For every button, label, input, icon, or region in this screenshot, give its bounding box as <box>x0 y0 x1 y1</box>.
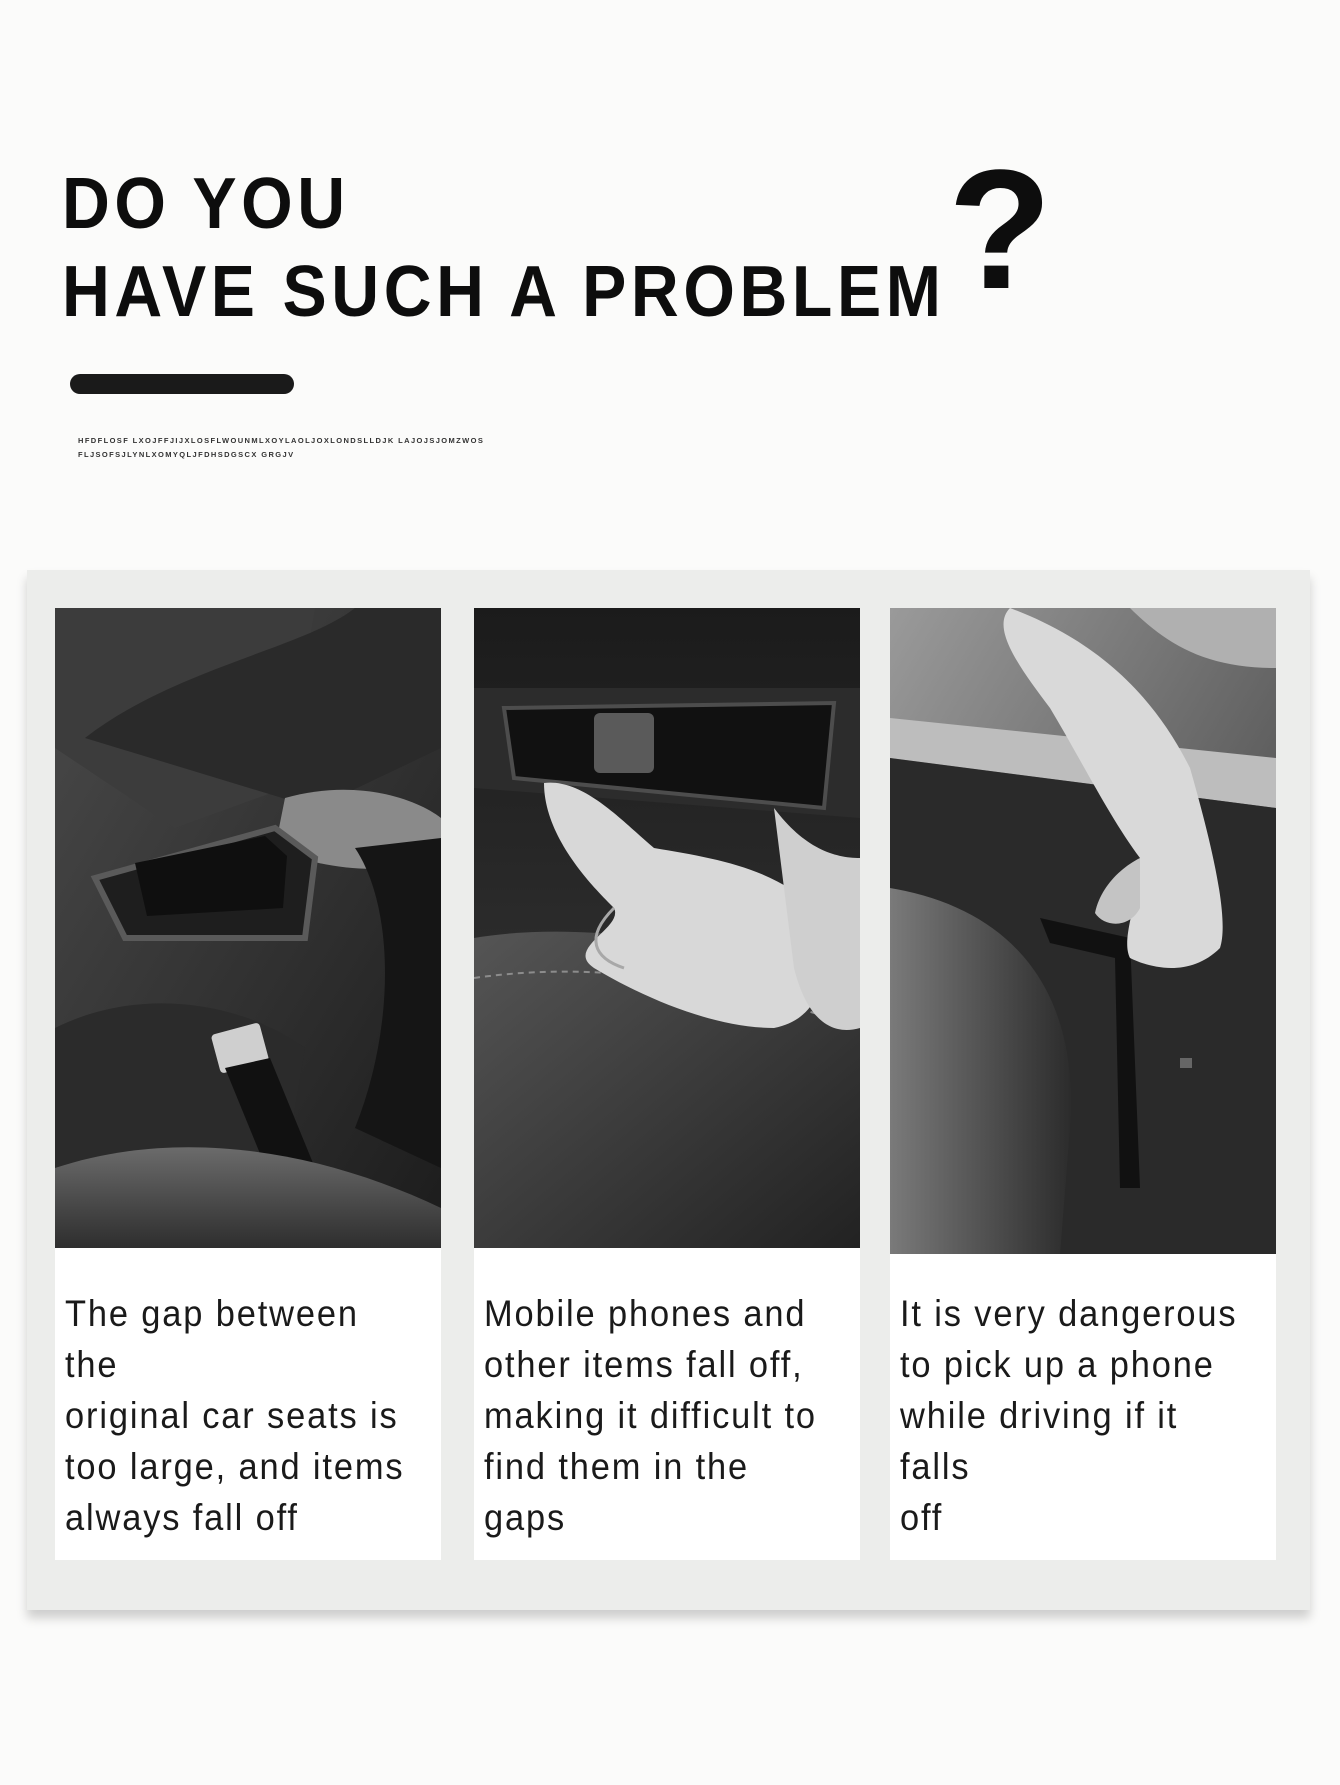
hand-in-gap-illustration <box>474 608 860 1248</box>
card-caption-3: It is very dangerous to pick up a phone while driving if it falls off <box>900 1293 1238 1538</box>
hand-picking-phone-from-gap-photo <box>890 608 1276 1254</box>
question-mark: ? <box>948 135 1052 325</box>
divider-bar <box>70 374 294 394</box>
hand-reaching-seat-gap-photo <box>474 608 860 1248</box>
headline-line-2: HAVE SUCH A PROBLEM <box>62 252 946 332</box>
fine-print-text: HFDFLOSF LXOJFFJIJXLOSFLWOUNMLXOYLAOLJOXLONDSLLDJK LAJOJSJOMZWOS FLJSOFSJLYNLXOMYQLJFDHSDGSCX GRGJV <box>78 436 485 459</box>
armrest-illustration <box>55 608 441 1248</box>
problem-card-1 <box>55 608 441 1560</box>
headline <box>62 160 946 336</box>
card-caption-1: The gap between the original car seats is too large, and items always fall off <box>65 1293 405 1538</box>
car-armrest-seat-gap-photo <box>55 608 441 1248</box>
card-caption-2: Mobile phones and other items fall off, making it difficult to find them in the gaps <box>484 1293 817 1538</box>
problem-card-3 <box>890 608 1276 1560</box>
hand-picking-phone-illustration <box>890 608 1276 1254</box>
problem-card-2 <box>474 608 860 1560</box>
headline-line-1: DO YOU <box>62 164 350 244</box>
